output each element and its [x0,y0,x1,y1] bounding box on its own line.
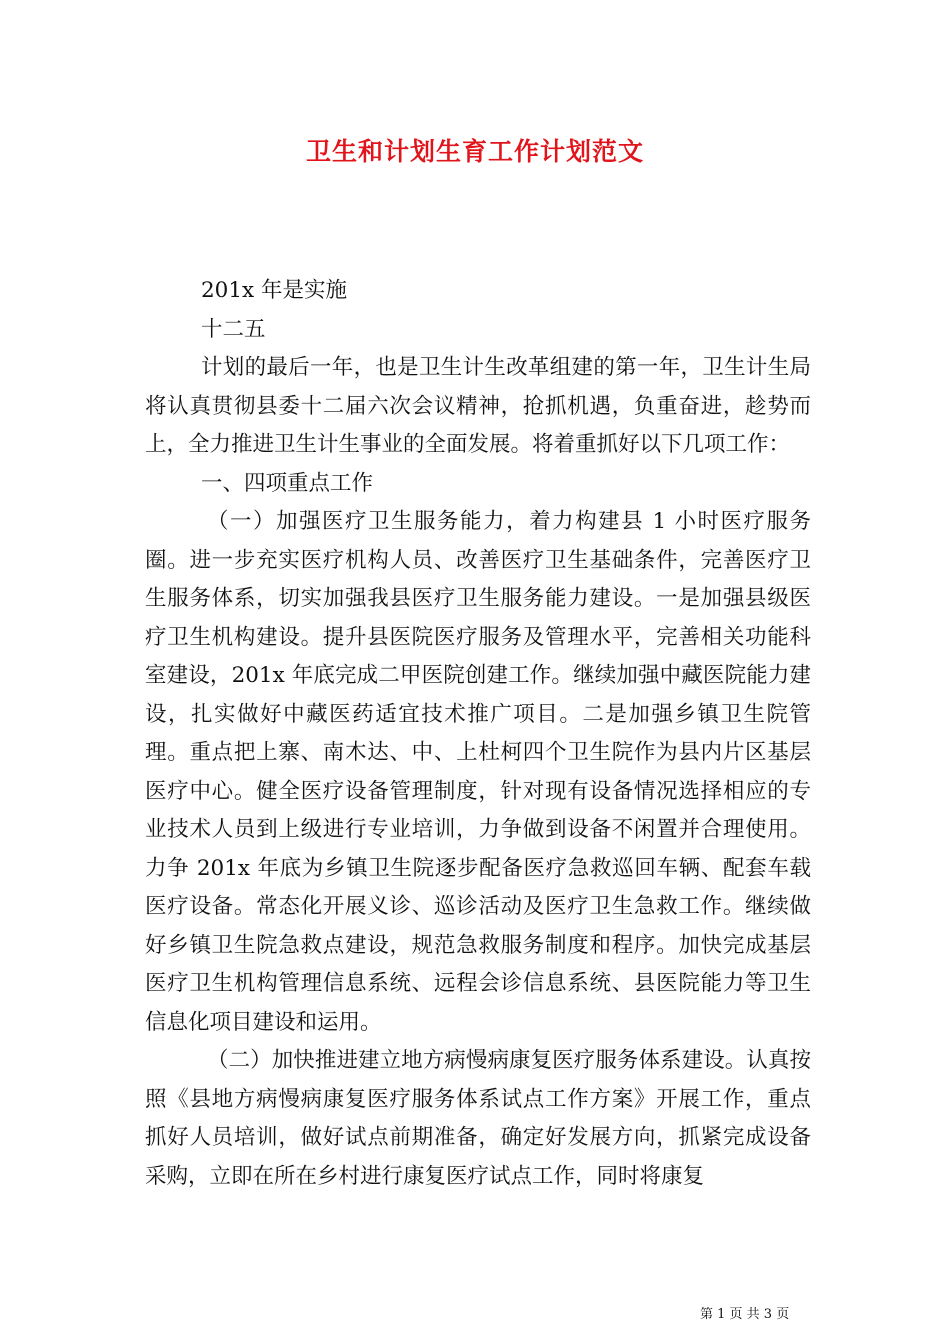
document-body [145,272,811,1196]
paragraph-rehab-system: （二）加快推进建立地方病慢病康复医疗服务体系建设。认真按照《县地方病慢病康复医疗服务体系试点工作方案》开展工作，重点抓好人员培训，做好试点前期准备，确定好发展方向，抓紧完成设备采购，立即在所在乡村进行康复医疗试点工作，同时将康复 [145,1048,811,1189]
page-number: 第 1 页 共 3 页 [700,1307,790,1322]
paragraph-twelfth-five: 十二五 [201,316,266,342]
paragraph-overview: 计划的最后一年，也是卫生计生改革组建的第一年，卫生计生局将认真贯彻县委十二届六次会议精神，抢抓机遇，负重奋进，趁势而上，全力推进卫生计生事业的全面发展。将着重抓好以下几项工作： [145,355,811,457]
section-heading-key-work: 一、四项重点工作 [201,470,374,496]
document-title: 卫生和计划生育工作计划范文 [305,137,644,166]
paragraph-medical-capacity: （一）加强医疗卫生服务能力，着力构建县 1 小时医疗服务圈。进一步充实医疗机构人员、改善医疗卫生基础条件，完善医疗卫生服务体系，切实加强我县医疗卫生服务能力建设。一是加强县级医疗卫生机构建设。提升县医院医疗服务及管理水平，完善相关功能科室建设，201x 年底完成二甲医院创建工作。继续加强中藏医院能力建设，扎实做好中藏医药适宜技术推广项目。二是加强乡镇卫生院管理。重点把上寨、南木达、中、上杜柯四个卫生院作为县内片区基层医疗中心。健全医疗设备管理制度，针对现有设备情况选择相应的专业技术人员到上级进行专业培训，力争做到设备不闲置并合理使用。力争 201x 年底为乡镇卫生院逐步配备医疗急救巡回车辆、配套车载医疗设备。常态化开展义诊、巡诊活动及医疗卫生急救工作。继续做好乡镇卫生院急救点建设，规范急救服务制度和程序。加快完成基层医疗卫生机构管理信息系统、远程会诊信息系统、县医院能力等卫生信息化项目建设和运用。 [145,509,811,1035]
paragraph-intro-year: 201x 年是实施 [201,278,347,303]
